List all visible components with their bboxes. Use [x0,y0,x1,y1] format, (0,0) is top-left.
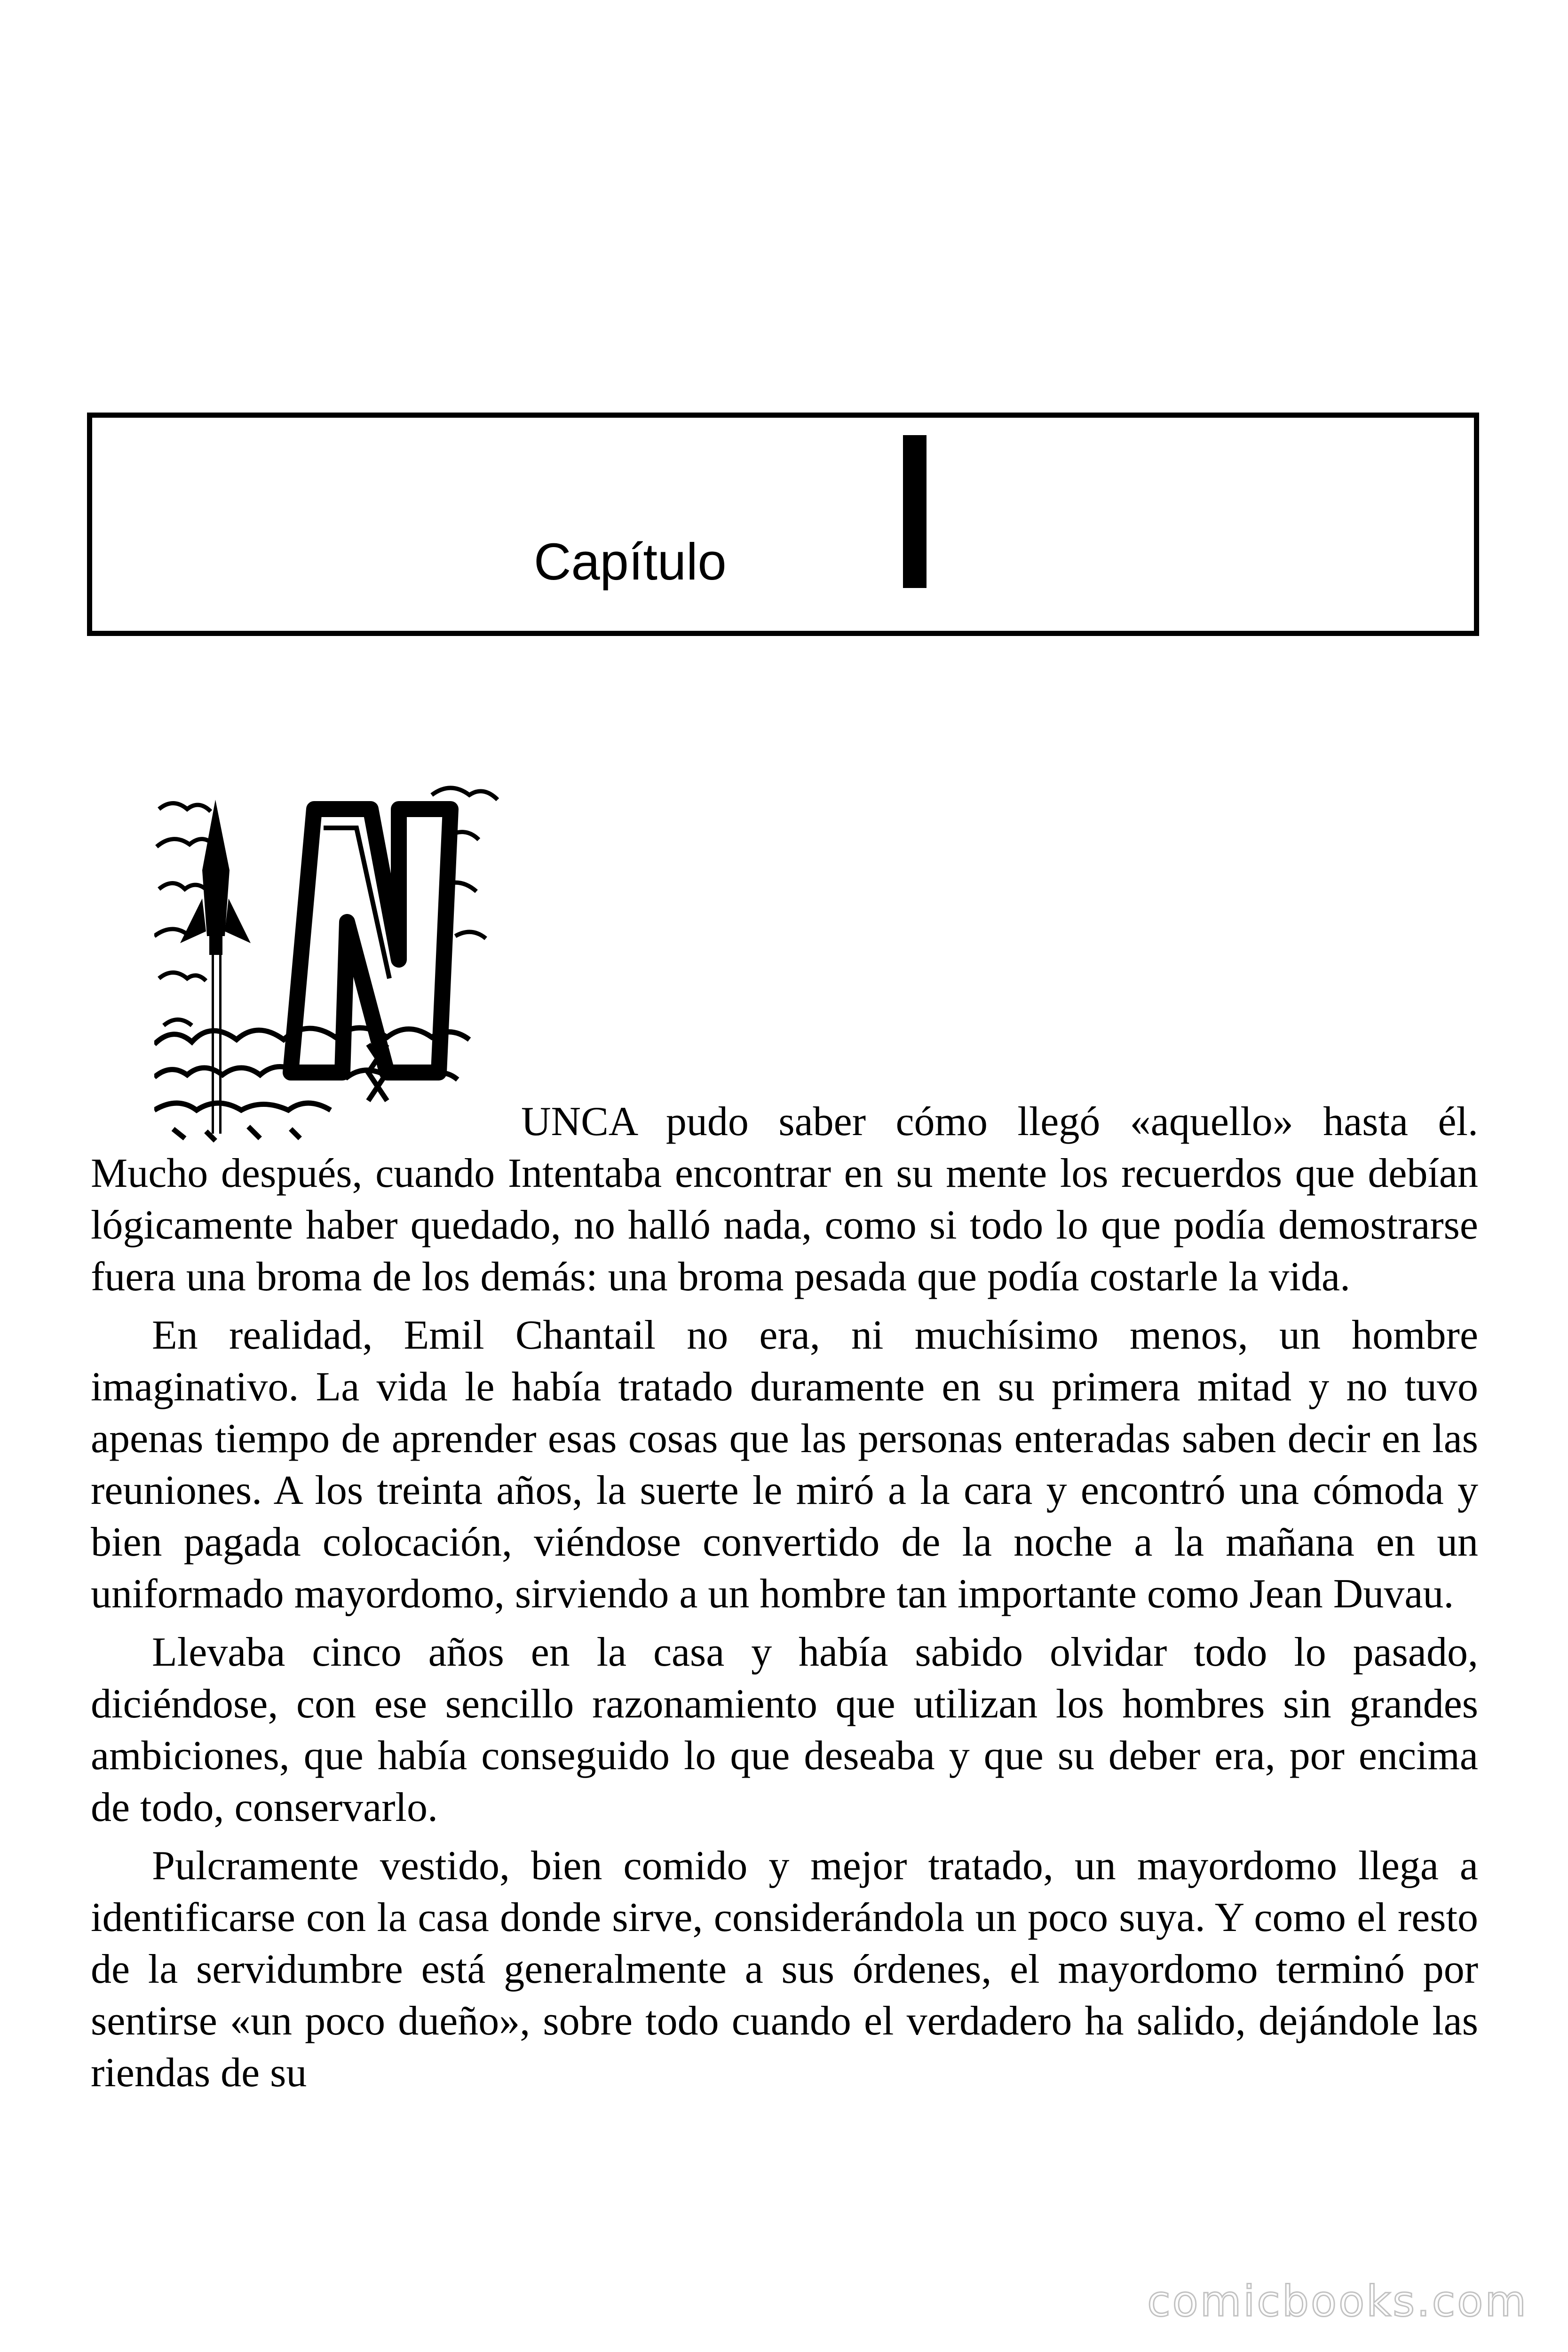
chapter-body-text [91,1096,1478,2106]
dropcap-illustration [154,781,516,1143]
paragraph-1-rest: Mucho después, cuando Intentaba encontrar en su mente los recuerdos que debían lógicamente haber quedado, no halló nada, como si todo lo que podía demostrarse fuera una broma de los demás: una broma pesada que podía costarle la vida. [91,1151,1478,1300]
watermark: comicbooks.com [1147,2277,1528,2326]
chapter-label: Capítulo [534,533,727,591]
paragraph-4: Pulcramente vestido, bien comido y mejor tratado, un mayordomo llega a identificarse con la casa donde sirve, considerándola un poco suya. Y como el resto de la servidumbre está generalmente a sus órdenes, el mayordomo terminó por sentirse «un poco dueño», sobre todo cuando el verdadero ha salido, dejándole las riendas de su [91,1843,1478,2096]
paragraph-2: En realidad, Emil Chantail no era, ni muchísimo menos, un hombre imaginativo. La vida le había tratado duramente en su primera mitad y no tuvo apenas tiempo de aprender esas cosas que las personas enteradas saben decir en las reuniones. A los treinta años, la suerte le miró a la cara y encontró una cómoda y bien pagada colocación, viéndose convertido de la noche a la mañana en un uniformado mayordomo, sirviendo a un hombre tan importante como Jean Duvau. [91,1312,1478,1617]
paragraph-3: Llevaba cinco años en la casa y había sabido olvidar todo lo pasado, diciéndose, con ese sencillo razonamiento que utilizan los hombres sin grandes ambiciones, que había conseguido lo que deseaba y que su deber era, por encima de todo, conservarlo. [91,1629,1478,1830]
chapter-heading-box [87,413,1479,636]
dropcap-rocket [180,800,251,1134]
paragraph-1-first-line: UNCA pudo saber cómo llegó «aquello» hasta él. [521,1099,1478,1144]
paragraph-1 [91,1096,1478,1303]
chapter-numeral-roman-one [903,435,927,588]
